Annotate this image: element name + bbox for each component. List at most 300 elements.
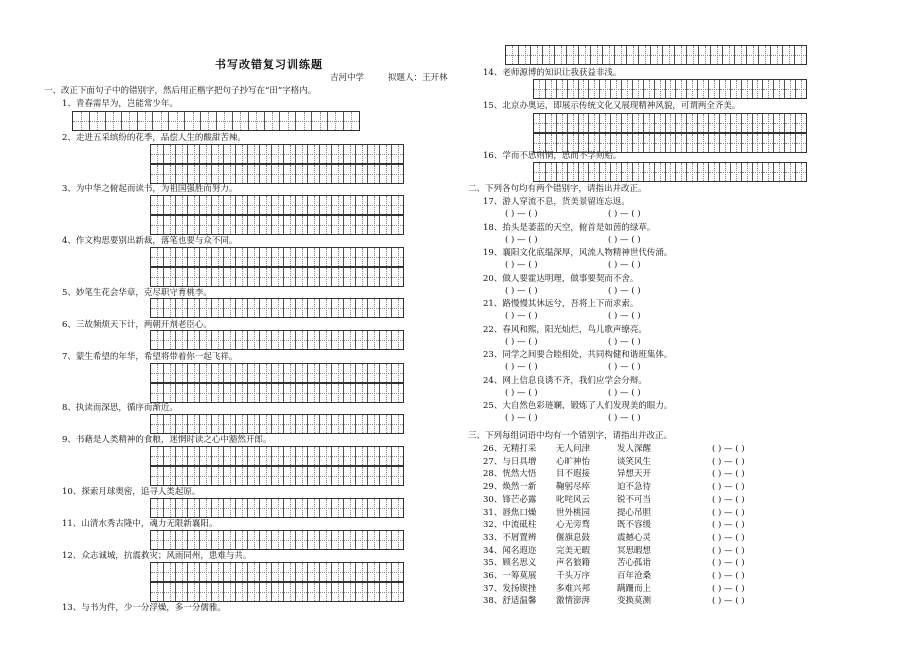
grid-cell[interactable] — [187, 299, 199, 317]
grid-cell[interactable] — [675, 80, 686, 98]
grid-cell[interactable] — [708, 163, 719, 181]
grid-cell[interactable] — [271, 268, 283, 286]
grid-cell[interactable] — [391, 248, 403, 266]
grid-cell[interactable] — [719, 163, 730, 181]
grid-cell[interactable] — [163, 415, 175, 433]
grid-cell[interactable] — [697, 80, 708, 98]
grid-cell[interactable] — [259, 364, 271, 382]
writing-grid[interactable] — [150, 498, 404, 518]
grid-cell[interactable] — [163, 384, 175, 402]
answer-pair[interactable]: ( ) — ( ) — [505, 234, 538, 245]
grid-cell[interactable] — [307, 268, 319, 286]
grid-cell[interactable] — [632, 163, 643, 181]
grid-cell[interactable] — [566, 46, 578, 64]
grid-cell[interactable] — [223, 499, 235, 517]
grid-cell[interactable] — [391, 563, 403, 581]
grid-cell[interactable] — [247, 384, 259, 402]
writing-grid[interactable] — [533, 113, 807, 133]
grid-cell[interactable] — [588, 163, 599, 181]
grid-cell[interactable] — [151, 145, 163, 163]
grid-cell[interactable] — [199, 563, 211, 581]
grid-cell[interactable] — [665, 114, 676, 132]
grid-cell[interactable] — [665, 163, 676, 181]
grid-cell[interactable] — [578, 163, 589, 181]
grid-cell[interactable] — [632, 134, 643, 152]
writing-grid[interactable] — [150, 144, 404, 164]
grid-cell[interactable] — [307, 384, 319, 402]
grid-cell[interactable] — [187, 364, 199, 382]
grid-cell[interactable] — [223, 268, 235, 286]
grid-cell[interactable] — [752, 134, 763, 152]
grid-cell[interactable] — [578, 134, 589, 152]
grid-cell[interactable] — [530, 46, 542, 64]
grid-cell[interactable] — [223, 331, 235, 349]
answer-pair[interactable]: ( ) — ( ) — [608, 362, 641, 372]
grid-cell[interactable] — [610, 80, 621, 98]
grid-cell[interactable] — [556, 80, 567, 98]
grid-cell[interactable] — [295, 145, 307, 163]
grid-cell[interactable] — [343, 563, 355, 581]
grid-cell[interactable] — [283, 467, 295, 485]
grid-cell[interactable] — [187, 447, 199, 465]
answer-pair[interactable]: ( ) — ( ) — [712, 558, 745, 569]
answer-pair[interactable]: ( ) — ( ) — [608, 285, 641, 296]
grid-cell[interactable] — [319, 447, 331, 465]
grid-cell[interactable] — [163, 563, 175, 581]
grid-cell[interactable] — [211, 531, 223, 549]
grid-cell[interactable] — [163, 447, 175, 465]
answer-pair[interactable]: ( ) — ( ) — [505, 260, 538, 270]
grid-cell[interactable] — [235, 216, 247, 234]
grid-cell[interactable] — [578, 114, 589, 132]
grid-cell[interactable] — [271, 299, 283, 317]
grid-cell[interactable] — [151, 531, 163, 549]
grid-cell[interactable] — [247, 499, 259, 517]
grid-cell[interactable] — [264, 112, 280, 130]
grid-cell[interactable] — [295, 467, 307, 485]
grid-cell[interactable] — [331, 415, 343, 433]
grid-cell[interactable] — [355, 331, 367, 349]
grid-cell[interactable] — [175, 531, 187, 549]
writing-grid[interactable] — [533, 79, 807, 99]
grid-cell[interactable] — [307, 415, 319, 433]
grid-cell[interactable] — [367, 268, 379, 286]
grid-cell[interactable] — [247, 563, 259, 581]
answer-pair[interactable]: ( ) — ( ) — [712, 482, 745, 493]
answer-pair[interactable]: ( ) — ( ) — [505, 336, 538, 347]
grid-cell[interactable] — [259, 165, 271, 183]
writing-grid[interactable] — [72, 111, 360, 131]
grid-cell[interactable] — [235, 467, 247, 485]
grid-cell[interactable] — [567, 134, 578, 152]
grid-cell[interactable] — [643, 114, 654, 132]
grid-cell[interactable] — [734, 46, 746, 64]
grid-cell[interactable] — [271, 248, 283, 266]
grid-cell[interactable] — [762, 134, 773, 152]
answer-pair[interactable]: ( ) — ( ) — [505, 285, 538, 296]
grid-cell[interactable] — [211, 165, 223, 183]
grid-cell[interactable] — [283, 268, 295, 286]
grid-cell[interactable] — [643, 80, 654, 98]
grid-cell[interactable] — [163, 268, 175, 286]
grid-cell[interactable] — [163, 145, 175, 163]
grid-cell[interactable] — [697, 163, 708, 181]
grid-cell[interactable] — [331, 248, 343, 266]
answer-pair[interactable]: ( ) — ( ) — [712, 596, 745, 607]
grid-cell[interactable] — [621, 114, 632, 132]
grid-cell[interactable] — [331, 583, 343, 601]
grid-cell[interactable] — [307, 248, 319, 266]
grid-cell[interactable] — [199, 364, 211, 382]
grid-cell[interactable] — [379, 563, 391, 581]
grid-cell[interactable] — [199, 165, 211, 183]
grid-cell[interactable] — [151, 583, 163, 601]
grid-cell[interactable] — [247, 299, 259, 317]
grid-cell[interactable] — [247, 447, 259, 465]
grid-cell[interactable] — [283, 196, 295, 214]
grid-cell[interactable] — [307, 467, 319, 485]
grid-cell[interactable] — [283, 583, 295, 601]
grid-cell[interactable] — [391, 196, 403, 214]
writing-grid[interactable] — [150, 215, 404, 235]
grid-cell[interactable] — [187, 384, 199, 402]
answer-pair[interactable]: ( ) — ( ) — [712, 583, 745, 594]
grid-cell[interactable] — [708, 134, 719, 152]
grid-cell[interactable] — [343, 531, 355, 549]
grid-cell[interactable] — [283, 384, 295, 402]
grid-cell[interactable] — [295, 415, 307, 433]
grid-cell[interactable] — [307, 145, 319, 163]
grid-cell[interactable] — [319, 364, 331, 382]
writing-grid[interactable] — [150, 164, 404, 184]
grid-cell[interactable] — [379, 145, 391, 163]
grid-cell[interactable] — [590, 46, 602, 64]
grid-cell[interactable] — [187, 531, 199, 549]
grid-cell[interactable] — [271, 583, 283, 601]
grid-cell[interactable] — [367, 447, 379, 465]
grid-cell[interactable] — [175, 331, 187, 349]
grid-cell[interactable] — [235, 248, 247, 266]
grid-cell[interactable] — [556, 114, 567, 132]
grid-cell[interactable] — [163, 364, 175, 382]
grid-cell[interactable] — [752, 114, 763, 132]
grid-cell[interactable] — [319, 415, 331, 433]
writing-grid[interactable] — [150, 446, 404, 466]
grid-cell[interactable] — [279, 112, 295, 130]
grid-cell[interactable] — [379, 196, 391, 214]
grid-cell[interactable] — [741, 134, 752, 152]
grid-cell[interactable] — [151, 563, 163, 581]
grid-cell[interactable] — [235, 196, 247, 214]
grid-cell[interactable] — [199, 268, 211, 286]
grid-cell[interactable] — [343, 145, 355, 163]
grid-cell[interactable] — [235, 145, 247, 163]
grid-cell[interactable] — [235, 384, 247, 402]
grid-cell[interactable] — [295, 331, 307, 349]
grid-cell[interactable] — [247, 331, 259, 349]
grid-cell[interactable] — [283, 364, 295, 382]
grid-cell[interactable] — [567, 163, 578, 181]
grid-cell[interactable] — [175, 364, 187, 382]
grid-cell[interactable] — [223, 196, 235, 214]
grid-cell[interactable] — [379, 268, 391, 286]
grid-cell[interactable] — [343, 165, 355, 183]
grid-cell[interactable] — [295, 447, 307, 465]
grid-cell[interactable] — [367, 216, 379, 234]
grid-cell[interactable] — [506, 46, 518, 64]
grid-cell[interactable] — [247, 196, 259, 214]
grid-cell[interactable] — [379, 165, 391, 183]
grid-cell[interactable] — [319, 299, 331, 317]
grid-cell[interactable] — [319, 563, 331, 581]
grid-cell[interactable] — [295, 364, 307, 382]
grid-cell[interactable] — [295, 299, 307, 317]
grid-cell[interactable] — [746, 46, 758, 64]
grid-cell[interactable] — [621, 134, 632, 152]
grid-cell[interactable] — [355, 196, 367, 214]
grid-cell[interactable] — [163, 467, 175, 485]
grid-cell[interactable] — [599, 80, 610, 98]
grid-cell[interactable] — [211, 384, 223, 402]
grid-cell[interactable] — [784, 80, 795, 98]
grid-cell[interactable] — [762, 114, 773, 132]
grid-cell[interactable] — [175, 165, 187, 183]
grid-cell[interactable] — [235, 165, 247, 183]
grid-cell[interactable] — [259, 299, 271, 317]
grid-cell[interactable] — [367, 364, 379, 382]
writing-grid[interactable] — [150, 247, 404, 267]
grid-cell[interactable] — [235, 583, 247, 601]
grid-cell[interactable] — [545, 114, 556, 132]
grid-cell[interactable] — [199, 216, 211, 234]
grid-cell[interactable] — [151, 248, 163, 266]
grid-cell[interactable] — [698, 46, 710, 64]
grid-cell[interactable] — [545, 80, 556, 98]
grid-cell[interactable] — [199, 531, 211, 549]
grid-cell[interactable] — [355, 364, 367, 382]
grid-cell[interactable] — [235, 299, 247, 317]
grid-cell[interactable] — [343, 499, 355, 517]
grid-cell[interactable] — [758, 46, 770, 64]
answer-pair[interactable]: ( ) — ( ) — [505, 209, 538, 219]
grid-cell[interactable] — [211, 499, 223, 517]
grid-cell[interactable] — [89, 112, 105, 130]
grid-cell[interactable] — [151, 331, 163, 349]
grid-cell[interactable] — [295, 165, 307, 183]
grid-cell[interactable] — [247, 216, 259, 234]
grid-cell[interactable] — [271, 196, 283, 214]
answer-pair[interactable]: ( ) — ( ) — [608, 387, 641, 398]
grid-cell[interactable] — [187, 216, 199, 234]
grid-cell[interactable] — [211, 216, 223, 234]
grid-cell[interactable] — [216, 112, 232, 130]
grid-cell[interactable] — [355, 563, 367, 581]
answer-pair[interactable]: ( ) — ( ) — [712, 520, 745, 531]
grid-cell[interactable] — [223, 447, 235, 465]
grid-cell[interactable] — [391, 447, 403, 465]
grid-cell[interactable] — [762, 163, 773, 181]
grid-cell[interactable] — [654, 80, 665, 98]
grid-cell[interactable] — [187, 563, 199, 581]
grid-cell[interactable] — [271, 415, 283, 433]
grid-cell[interactable] — [588, 134, 599, 152]
grid-cell[interactable] — [307, 531, 319, 549]
grid-cell[interactable] — [163, 299, 175, 317]
grid-cell[interactable] — [741, 80, 752, 98]
grid-cell[interactable] — [795, 114, 806, 132]
grid-cell[interactable] — [187, 268, 199, 286]
grid-cell[interactable] — [319, 583, 331, 601]
grid-cell[interactable] — [367, 583, 379, 601]
grid-cell[interactable] — [187, 165, 199, 183]
grid-cell[interactable] — [343, 364, 355, 382]
grid-cell[interactable] — [199, 583, 211, 601]
writing-grid[interactable] — [150, 383, 404, 403]
grid-cell[interactable] — [271, 216, 283, 234]
grid-cell[interactable] — [632, 80, 643, 98]
grid-cell[interactable] — [187, 415, 199, 433]
grid-cell[interactable] — [327, 112, 343, 130]
grid-cell[interactable] — [545, 163, 556, 181]
grid-cell[interactable] — [259, 415, 271, 433]
grid-cell[interactable] — [307, 331, 319, 349]
grid-cell[interactable] — [247, 248, 259, 266]
grid-cell[interactable] — [343, 467, 355, 485]
grid-cell[interactable] — [247, 364, 259, 382]
grid-cell[interactable] — [199, 196, 211, 214]
grid-cell[interactable] — [199, 447, 211, 465]
answer-pair[interactable]: ( ) — ( ) — [608, 234, 641, 245]
grid-cell[interactable] — [355, 499, 367, 517]
grid-cell[interactable] — [710, 46, 722, 64]
grid-cell[interactable] — [163, 499, 175, 517]
grid-cell[interactable] — [163, 196, 175, 214]
grid-cell[interactable] — [271, 499, 283, 517]
answer-pair[interactable]: ( ) — ( ) — [505, 387, 538, 398]
grid-cell[interactable] — [367, 331, 379, 349]
grid-cell[interactable] — [379, 331, 391, 349]
grid-cell[interactable] — [307, 447, 319, 465]
grid-cell[interactable] — [271, 563, 283, 581]
grid-cell[interactable] — [773, 163, 784, 181]
grid-cell[interactable] — [235, 563, 247, 581]
grid-cell[interactable] — [283, 531, 295, 549]
grid-cell[interactable] — [638, 46, 650, 64]
grid-cell[interactable] — [248, 112, 264, 130]
grid-cell[interactable] — [794, 46, 806, 64]
grid-cell[interactable] — [355, 299, 367, 317]
answer-pair[interactable]: ( ) — ( ) — [608, 260, 641, 270]
grid-cell[interactable] — [175, 499, 187, 517]
grid-cell[interactable] — [730, 114, 741, 132]
grid-cell[interactable] — [175, 447, 187, 465]
grid-cell[interactable] — [259, 583, 271, 601]
grid-cell[interactable] — [355, 531, 367, 549]
grid-cell[interactable] — [187, 331, 199, 349]
grid-cell[interactable] — [367, 165, 379, 183]
grid-cell[interactable] — [719, 80, 730, 98]
grid-cell[interactable] — [211, 364, 223, 382]
grid-cell[interactable] — [283, 216, 295, 234]
grid-cell[interactable] — [367, 467, 379, 485]
grid-cell[interactable] — [391, 145, 403, 163]
grid-cell[interactable] — [223, 145, 235, 163]
grid-cell[interactable] — [367, 299, 379, 317]
grid-cell[interactable] — [259, 196, 271, 214]
grid-cell[interactable] — [626, 46, 638, 64]
grid-cell[interactable] — [151, 299, 163, 317]
grid-cell[interactable] — [343, 112, 359, 130]
grid-cell[interactable] — [752, 163, 763, 181]
grid-cell[interactable] — [151, 165, 163, 183]
grid-cell[interactable] — [379, 531, 391, 549]
grid-cell[interactable] — [355, 384, 367, 402]
grid-cell[interactable] — [719, 114, 730, 132]
grid-cell[interactable] — [650, 46, 662, 64]
grid-cell[interactable] — [151, 384, 163, 402]
grid-cell[interactable] — [175, 248, 187, 266]
grid-cell[interactable] — [331, 331, 343, 349]
grid-cell[interactable] — [379, 583, 391, 601]
grid-cell[interactable] — [686, 134, 697, 152]
grid-cell[interactable] — [200, 112, 216, 130]
grid-cell[interactable] — [391, 415, 403, 433]
writing-grid[interactable] — [150, 530, 404, 550]
grid-cell[interactable] — [175, 216, 187, 234]
grid-cell[interactable] — [151, 196, 163, 214]
grid-cell[interactable] — [151, 499, 163, 517]
grid-cell[interactable] — [741, 114, 752, 132]
grid-cell[interactable] — [151, 467, 163, 485]
grid-cell[interactable] — [795, 134, 806, 152]
grid-cell[interactable] — [259, 331, 271, 349]
grid-cell[interactable] — [175, 196, 187, 214]
grid-cell[interactable] — [283, 331, 295, 349]
grid-cell[interactable] — [319, 331, 331, 349]
grid-cell[interactable] — [722, 46, 734, 64]
grid-cell[interactable] — [367, 499, 379, 517]
grid-cell[interactable] — [295, 216, 307, 234]
grid-cell[interactable] — [675, 114, 686, 132]
grid-cell[interactable] — [534, 134, 545, 152]
grid-cell[interactable] — [610, 114, 621, 132]
grid-cell[interactable] — [307, 563, 319, 581]
grid-cell[interactable] — [223, 384, 235, 402]
grid-cell[interactable] — [271, 331, 283, 349]
grid-cell[interactable] — [343, 196, 355, 214]
grid-cell[interactable] — [283, 248, 295, 266]
writing-grid[interactable] — [533, 162, 807, 182]
grid-cell[interactable] — [211, 268, 223, 286]
grid-cell[interactable] — [391, 165, 403, 183]
grid-cell[interactable] — [259, 531, 271, 549]
grid-cell[interactable] — [578, 46, 590, 64]
grid-cell[interactable] — [391, 583, 403, 601]
grid-cell[interactable] — [556, 134, 567, 152]
grid-cell[interactable] — [367, 531, 379, 549]
grid-cell[interactable] — [235, 415, 247, 433]
grid-cell[interactable] — [686, 46, 698, 64]
grid-cell[interactable] — [752, 80, 763, 98]
grid-cell[interactable] — [379, 248, 391, 266]
grid-cell[interactable] — [295, 196, 307, 214]
grid-cell[interactable] — [163, 583, 175, 601]
grid-cell[interactable] — [271, 467, 283, 485]
grid-cell[interactable] — [343, 447, 355, 465]
grid-cell[interactable] — [211, 415, 223, 433]
grid-cell[interactable] — [283, 415, 295, 433]
grid-cell[interactable] — [271, 447, 283, 465]
